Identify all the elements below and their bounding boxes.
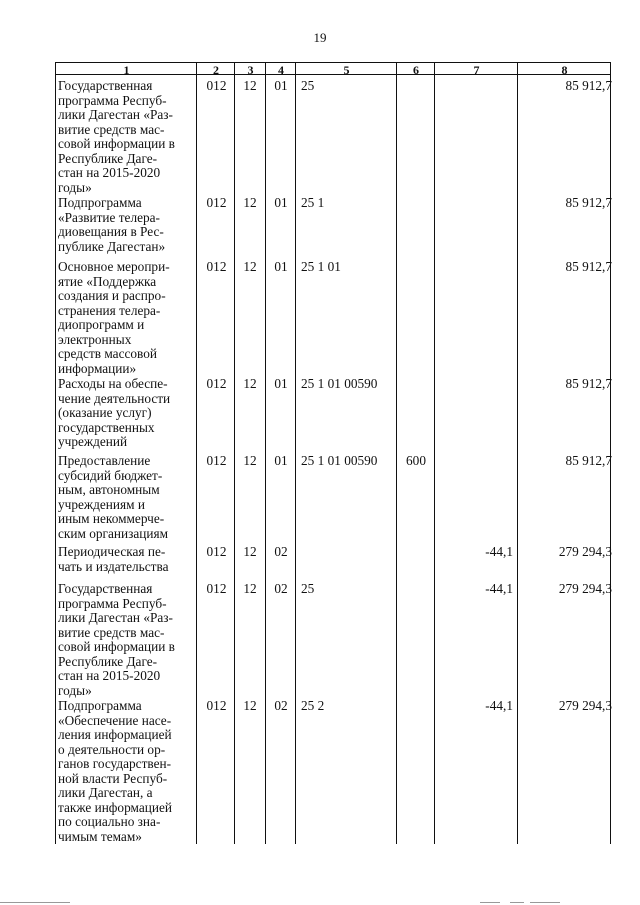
target-article-code: 25 xyxy=(301,78,315,93)
section-code: 12 xyxy=(243,698,257,713)
subsection-code: 02 xyxy=(274,544,288,559)
ministry-code: 012 xyxy=(206,259,227,274)
ministry-code: 012 xyxy=(206,78,227,93)
row-name: Подпрограмма «Развитие телера- диовещания в Рес- публике Дагестан» xyxy=(58,195,166,254)
header-col-1: 1 xyxy=(123,63,130,77)
section-code: 12 xyxy=(243,544,257,559)
row-name: Расходы на обеспе- чение деятельности (оказание услуг) государственных учреждений xyxy=(58,376,171,449)
ministry-code: 012 xyxy=(206,698,227,713)
col-divider-1 xyxy=(196,62,197,844)
change-amount: -44,1 xyxy=(485,698,513,713)
ministry-code: 012 xyxy=(206,453,227,468)
page-number: 19 xyxy=(313,30,327,45)
total-amount: 85 912,7 xyxy=(565,78,612,93)
subsection-code: 01 xyxy=(274,195,288,210)
total-amount: 279 294,3 xyxy=(558,698,612,713)
subsection-code: 01 xyxy=(274,259,288,274)
expense-type-code: 600 xyxy=(406,453,426,468)
target-article-code: 25 xyxy=(301,581,315,596)
col-divider-3 xyxy=(265,62,266,844)
subsection-code: 02 xyxy=(274,698,288,713)
target-article-code: 25 1 xyxy=(301,195,325,210)
col-divider-5 xyxy=(396,62,397,844)
total-amount: 85 912,7 xyxy=(565,376,612,391)
header-col-3: 3 xyxy=(247,63,254,77)
ministry-code: 012 xyxy=(206,376,227,391)
header-col-4: 4 xyxy=(278,63,284,77)
total-amount: 85 912,7 xyxy=(565,195,612,210)
ministry-code: 012 xyxy=(206,581,227,596)
subsection-code: 01 xyxy=(274,376,288,391)
col-divider-6 xyxy=(434,62,435,844)
row-name: Государственная программа Респуб- лики Дагестан «Раз- витие средств мас- совой информации в Республике Даге- стан на 2015-2020 годы» xyxy=(58,581,175,698)
target-article-code: 25 1 01 xyxy=(301,259,341,274)
subsection-code: 01 xyxy=(274,78,288,93)
section-code: 12 xyxy=(243,453,257,468)
col-divider-7 xyxy=(517,62,518,844)
target-article-code: 25 1 01 00590 xyxy=(301,376,378,391)
header-col-8: 8 xyxy=(561,63,568,77)
row-name: Периодическая пе- чать и издательства xyxy=(58,544,169,574)
target-article-code: 25 1 01 00590 xyxy=(301,453,378,468)
row-name: Предоставление субсидий бюджет- ным, автономным учреждениям и иным некоммерче- ским организациям xyxy=(58,453,169,541)
section-code: 12 xyxy=(243,581,257,596)
header-col-2: 2 xyxy=(213,63,219,77)
total-amount: 279 294,3 xyxy=(558,581,612,596)
row-name: Подпрограмма «Обеспечение насе- ления информацией о деятельности ор- ганов государствен- ной власти Респуб- лики Дагестан, а также информацией по социально зна- чимым темам» xyxy=(58,698,172,844)
total-amount: 279 294,3 xyxy=(558,544,612,559)
row-name: Государственная программа Респуб- лики Дагестан «Раз- витие средств мас- совой информации в Республике Даге- стан на 2015-2020 годы» xyxy=(58,78,175,195)
ministry-code: 012 xyxy=(206,195,227,210)
section-code: 12 xyxy=(243,376,257,391)
header-col-5: 5 xyxy=(343,63,350,77)
row-name: Основное меропри- ятие «Поддержка создания и распро- странения телера- диопрограмм и электронных средств массовой информации» xyxy=(58,259,170,376)
section-code: 12 xyxy=(243,259,257,274)
header-col-7: 7 xyxy=(473,63,480,77)
change-amount: -44,1 xyxy=(485,581,513,596)
col-divider-0 xyxy=(55,62,56,844)
total-amount: 85 912,7 xyxy=(565,453,612,468)
ministry-code: 012 xyxy=(206,544,227,559)
col-divider-4 xyxy=(295,62,296,844)
section-code: 12 xyxy=(243,78,257,93)
target-article-code: 25 2 xyxy=(301,698,325,713)
subsection-code: 01 xyxy=(274,453,288,468)
total-amount: 85 912,7 xyxy=(565,259,612,274)
scan-edge-marks xyxy=(0,900,640,903)
change-amount: -44,1 xyxy=(485,544,513,559)
col-divider-2 xyxy=(234,62,235,844)
subsection-code: 02 xyxy=(274,581,288,596)
header-col-6: 6 xyxy=(413,63,419,77)
section-code: 12 xyxy=(243,195,257,210)
